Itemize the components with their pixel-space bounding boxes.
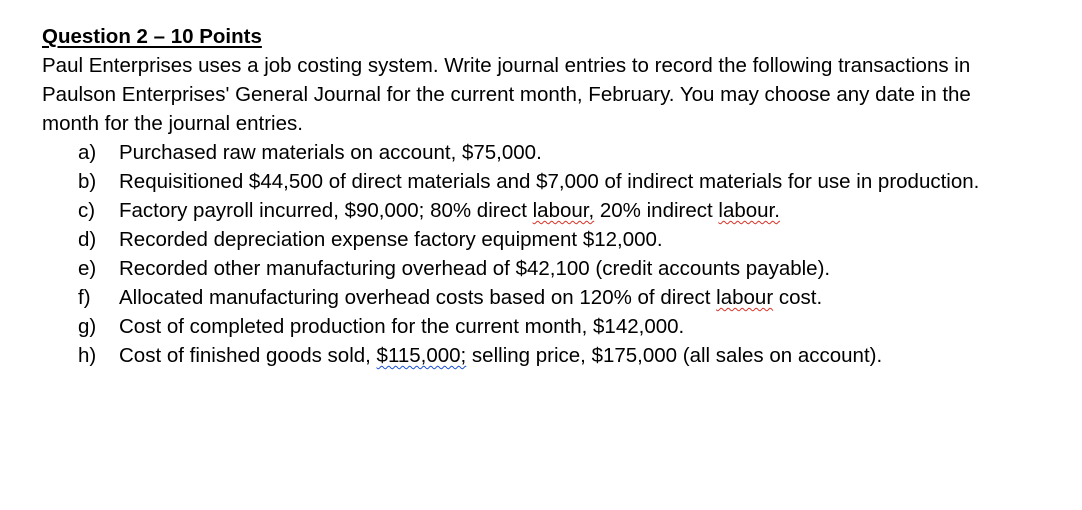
item-text-part: Allocated manufacturing overhead costs based on 120% of direct [119, 286, 717, 309]
grammar-flagged-text: $115,000; [376, 344, 467, 367]
list-item-f [42, 283, 1024, 312]
item-text [119, 199, 780, 222]
list-item-g [42, 312, 1024, 341]
item-text-part: selling price, $175,000 (all sales on account). [466, 344, 883, 367]
item-marker: c) [78, 199, 96, 222]
item-marker: d) [78, 228, 97, 251]
item-text: Recorded other manufacturing overhead of $42,100 (credit accounts payable). [119, 257, 831, 280]
list-item-h [42, 341, 1024, 370]
question-intro: Paul Enterprises uses a job costing system. Write journal entries to record the following transactions in Paulson Enterprises' General Journal for the current month, February. You may choose any date in the month for the journal entries. [42, 54, 971, 135]
question-document [42, 22, 1072, 370]
list-item-a [42, 138, 1024, 167]
item-text: Recorded depreciation expense factory equipment $12,000. [119, 228, 663, 251]
item-marker: b) [78, 170, 97, 193]
item-text-part: Factory payroll incurred, $90,000; 80% direct [119, 199, 533, 222]
item-text: Cost of completed production for the current month, $142,000. [119, 315, 685, 338]
item-text: Requisitioned $44,500 of direct materials and $7,000 of indirect materials for use in production. [119, 170, 980, 193]
spelling-flagged-word: labour [716, 286, 774, 309]
item-text-part: 20% indirect [594, 199, 719, 222]
spelling-flagged-word: labour. [718, 199, 780, 222]
item-marker: h) [78, 344, 97, 367]
item-text-part: cost. [773, 286, 823, 309]
item-text [119, 286, 822, 309]
question-heading: Question 2 – 10 Points [42, 25, 262, 48]
item-marker: g) [78, 315, 97, 338]
item-marker: f) [78, 286, 91, 309]
list-item-b [42, 167, 1024, 196]
item-marker: a) [78, 141, 97, 164]
item-marker: e) [78, 257, 97, 280]
item-text: Purchased raw materials on account, $75,000. [119, 141, 542, 164]
item-text [119, 344, 882, 367]
list-item-d [42, 225, 1024, 254]
item-text-part: Cost of finished goods sold, [119, 344, 377, 367]
list-item-e [42, 254, 1024, 283]
list-item-c [42, 196, 1024, 225]
spelling-flagged-word: labour, [532, 199, 595, 222]
transaction-list [42, 138, 1072, 370]
